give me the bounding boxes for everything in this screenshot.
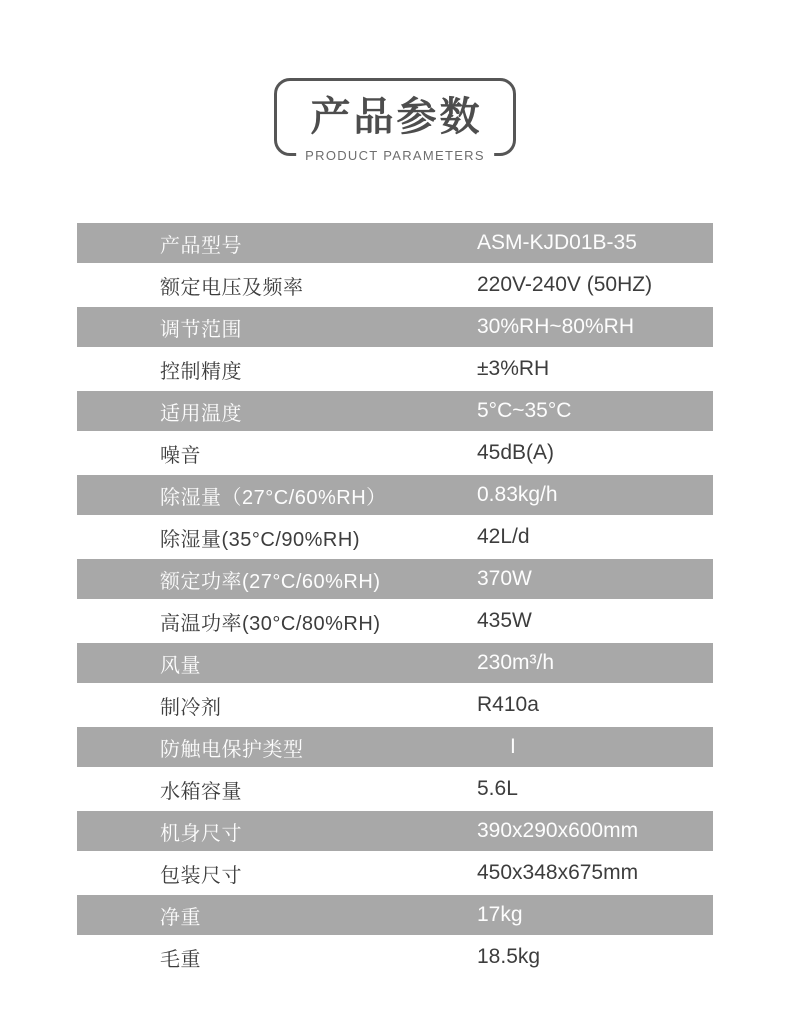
param-label: 产品型号 bbox=[160, 234, 242, 257]
param-value: 370W bbox=[477, 567, 532, 590]
param-label: 除湿量（27°C/60%RH） bbox=[160, 486, 387, 509]
param-label: 除湿量(35°C/90%RH) bbox=[160, 528, 360, 551]
param-value: I bbox=[510, 735, 516, 758]
param-value: 30%RH~80%RH bbox=[477, 315, 634, 338]
param-value: 220V-240V (50HZ) bbox=[477, 273, 653, 296]
table-row bbox=[77, 264, 713, 306]
spec-table bbox=[77, 222, 713, 978]
table-row bbox=[77, 600, 713, 642]
table-row bbox=[77, 768, 713, 810]
param-label: 制冷剂 bbox=[160, 696, 222, 719]
param-label: 机身尺寸 bbox=[160, 822, 242, 845]
param-value: 0.83kg/h bbox=[477, 483, 558, 506]
param-value: ASM-KJD01B-35 bbox=[477, 231, 637, 254]
param-value: 435W bbox=[477, 609, 532, 632]
param-label: 控制精度 bbox=[160, 360, 242, 383]
table-row bbox=[77, 642, 713, 684]
page-title: 产品参数 bbox=[310, 95, 483, 139]
param-label: 包装尺寸 bbox=[160, 864, 242, 887]
table-row bbox=[77, 810, 713, 852]
table-row bbox=[77, 894, 713, 936]
param-label: 额定功率(27°C/60%RH) bbox=[160, 570, 381, 593]
param-value: 5°C~35°C bbox=[477, 399, 572, 422]
param-value: 45dB(A) bbox=[477, 441, 555, 464]
table-row bbox=[77, 306, 713, 348]
param-label: 额定电压及频率 bbox=[160, 276, 304, 299]
table-row bbox=[77, 516, 713, 558]
param-value: 450x348x675mm bbox=[477, 861, 639, 884]
page-subtitle: PRODUCT PARAMETERS bbox=[296, 148, 494, 164]
table-row bbox=[77, 726, 713, 768]
param-label: 高温功率(30°C/80%RH) bbox=[160, 612, 381, 635]
param-value: 390x290x600mm bbox=[477, 819, 639, 842]
table-row bbox=[77, 684, 713, 726]
param-label: 净重 bbox=[160, 906, 201, 929]
table-row bbox=[77, 390, 713, 432]
param-label: 适用温度 bbox=[160, 402, 242, 425]
param-label: 毛重 bbox=[160, 948, 201, 971]
param-label: 防触电保护类型 bbox=[160, 738, 304, 761]
param-label: 水箱容量 bbox=[160, 780, 242, 803]
table-row bbox=[77, 348, 713, 390]
param-label: 调节范围 bbox=[160, 318, 242, 341]
table-row bbox=[77, 936, 713, 978]
section-header-badge bbox=[274, 78, 516, 164]
table-row bbox=[77, 852, 713, 894]
param-value: 42L/d bbox=[477, 525, 530, 548]
param-value: 230m³/h bbox=[477, 651, 555, 674]
param-value: ±3%RH bbox=[477, 357, 550, 380]
table-row bbox=[77, 222, 713, 264]
param-label: 风量 bbox=[160, 654, 201, 677]
param-value: 5.6L bbox=[477, 777, 518, 800]
param-value: R410a bbox=[477, 693, 539, 716]
param-label: 噪音 bbox=[160, 444, 201, 467]
param-value: 17kg bbox=[477, 903, 523, 926]
param-value: 18.5kg bbox=[477, 945, 541, 968]
table-row bbox=[77, 432, 713, 474]
table-row bbox=[77, 558, 713, 600]
table-row bbox=[77, 474, 713, 516]
